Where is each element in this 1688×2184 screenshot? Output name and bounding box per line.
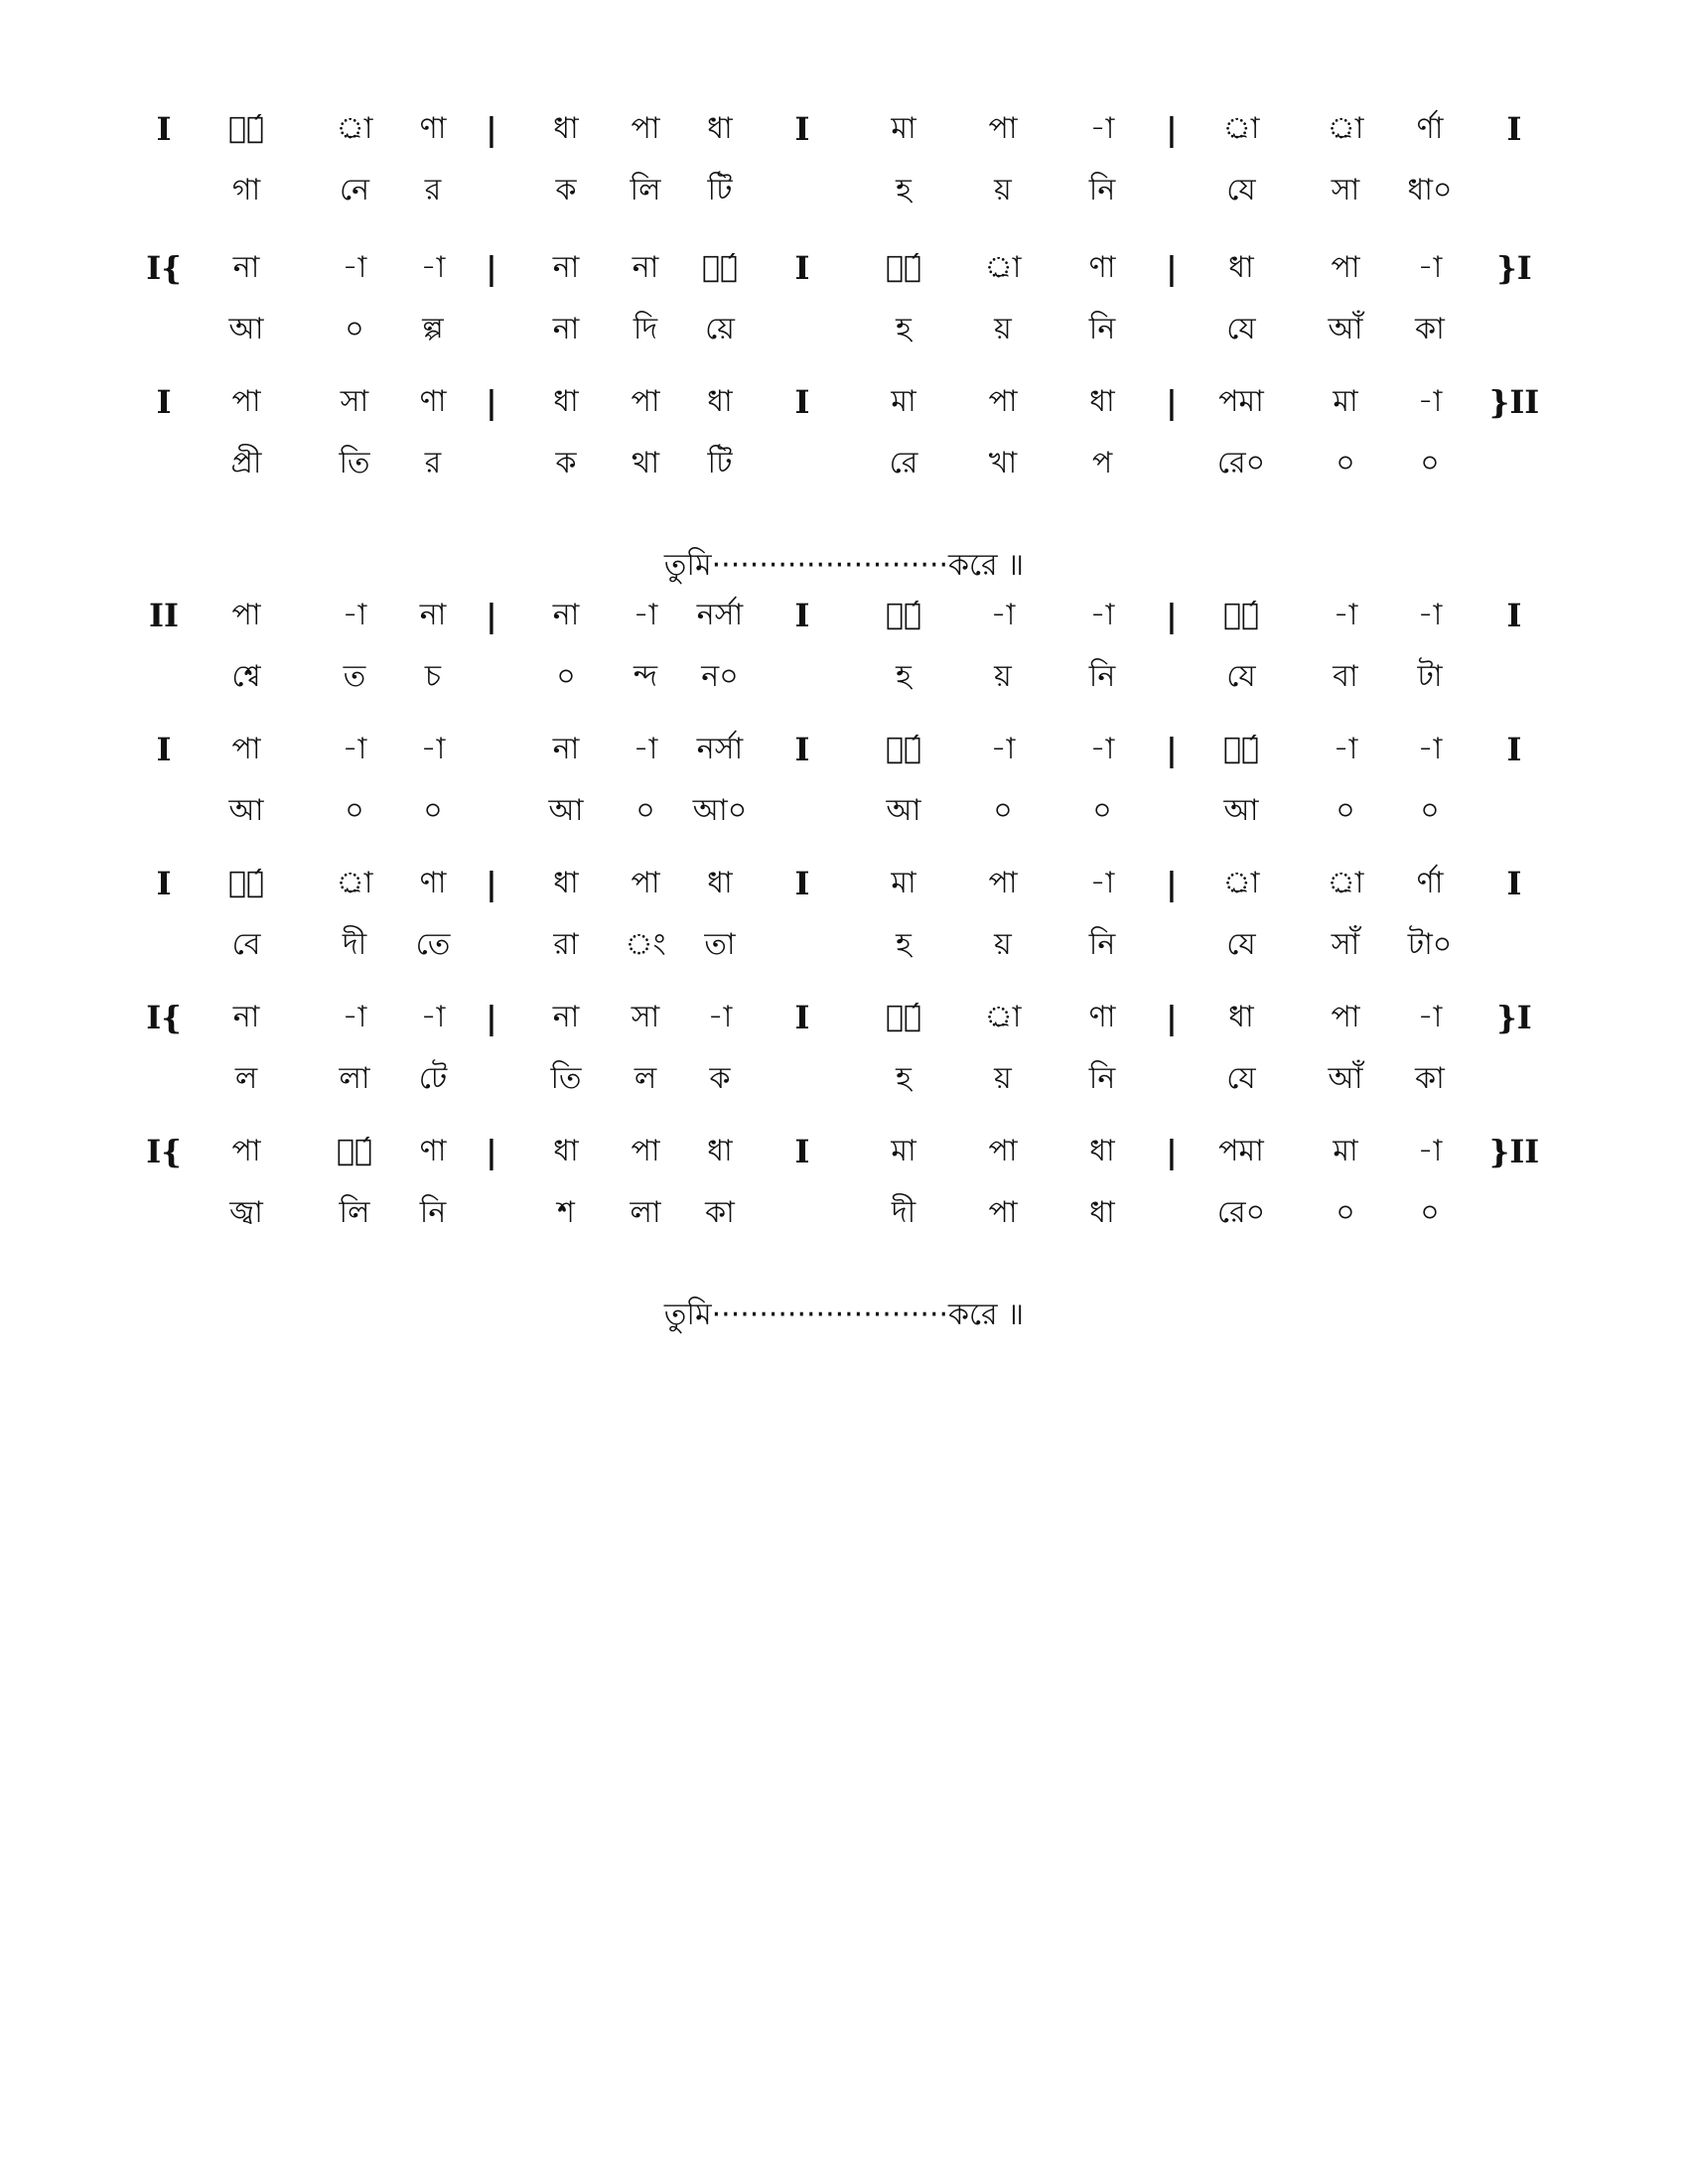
swara-note: র্ণা (1416, 866, 1444, 900)
bar-mark: }II (1488, 383, 1540, 421)
lyric-syllable: ক (709, 1061, 731, 1096)
lyric-syllable: বা (1333, 659, 1358, 694)
swara-note: ধা (553, 384, 579, 419)
bar-mark: }I (1496, 249, 1532, 287)
lyric-syllable: আ০ (692, 793, 748, 828)
lyric-syllable: ক (555, 446, 577, 480)
bar-mark: }I (1496, 999, 1532, 1036)
lyric-syllable: ল্প (422, 312, 444, 346)
swara-note: -া (420, 1000, 446, 1034)
lyric-syllable: দী (342, 927, 367, 962)
lyric-syllable: য় (994, 927, 1012, 962)
lyric-syllable: তে (415, 927, 451, 962)
lyric-syllable: য়ে (705, 312, 735, 346)
swara-note: মা (1333, 1134, 1358, 1168)
lyric-syllable: য় (994, 659, 1012, 694)
lyric-syllable: ০ (1336, 446, 1355, 480)
swara-note: -া (990, 598, 1016, 632)
lyric-syllable: প (1091, 446, 1113, 480)
lyric-syllable: ০ (993, 793, 1013, 828)
lyric-syllable: ০ (423, 793, 443, 828)
bar-mark: I (794, 731, 810, 768)
lyric-syllable: ক (555, 173, 577, 207)
lyric-syllable: দি (633, 312, 658, 346)
lyric-syllable: লা (630, 1195, 661, 1230)
swara-note: সা (340, 384, 369, 419)
lyric-syllable: টি (707, 446, 733, 480)
lyric-syllable: ০ (1336, 1195, 1355, 1230)
bar-mark: I{ (146, 1133, 182, 1170)
lyric-syllable: ধা (1089, 1195, 1115, 1230)
swara-note: -া (1417, 1134, 1443, 1168)
lyric-syllable: রা (553, 927, 579, 962)
notation-line (0, 720, 1688, 779)
bar-mark: | (1166, 1133, 1178, 1170)
swara-note: সা́ (701, 250, 739, 285)
swara-note: -া (1417, 384, 1443, 419)
bar-mark: | (1166, 110, 1178, 148)
swara-note: -া (1417, 1000, 1443, 1034)
notation-line (0, 854, 1688, 913)
notation-line (0, 586, 1688, 645)
lyric-syllable: দী (891, 1195, 916, 1230)
lyric-syllable: হ (896, 659, 912, 694)
lyric-syllable: আ (1223, 793, 1259, 828)
swara-note: -া (1089, 732, 1115, 766)
swara-note: -া (1089, 866, 1115, 900)
swara-note: পা (1331, 1000, 1360, 1034)
swara-note: -া (420, 732, 446, 766)
lyric-syllable: না (552, 312, 580, 346)
swara-note: পা (631, 384, 660, 419)
swara-note: নর্সা (696, 598, 744, 632)
swara-note: পা (988, 111, 1018, 146)
lyric-syllable: নি (419, 1195, 447, 1230)
lyric-syllable: রে০ (1216, 1195, 1266, 1230)
lyric-syllable: পা (988, 1195, 1018, 1230)
swara-note: ধা (553, 866, 579, 900)
notation-line (0, 1122, 1688, 1181)
lyric-line (0, 781, 1688, 841)
swara-note: র্া (1327, 111, 1364, 146)
lyric-syllable: সাঁ (1331, 927, 1360, 962)
lyric-line (0, 161, 1688, 220)
lyric-syllable: টি (707, 173, 733, 207)
lyric-syllable: হ (896, 173, 912, 207)
lyric-syllable: যে (1226, 659, 1256, 694)
lyric-syllable: লি (630, 173, 661, 207)
lyric-syllable: কা (705, 1195, 735, 1230)
swara-note: ণা (419, 1134, 447, 1168)
lyric-syllable: ল (633, 1061, 657, 1096)
swara-note: পা (631, 111, 660, 146)
swara-note: র্া (336, 111, 373, 146)
swara-note: র্া (1222, 111, 1260, 146)
swara-note: পা (988, 384, 1018, 419)
swara-note: পা (231, 598, 261, 632)
swara-note: -া (707, 1000, 733, 1034)
swara-note: -া (1417, 732, 1443, 766)
swara-note: পমা (1218, 1134, 1264, 1168)
swara-note: না (632, 250, 659, 285)
lyric-syllable: র (424, 173, 442, 207)
swara-note: না (419, 598, 447, 632)
bar-mark: | (1166, 597, 1178, 634)
swara-note: না (552, 1000, 580, 1034)
bar-mark: | (486, 999, 497, 1036)
swara-note: -া (342, 598, 367, 632)
lyric-syllable: শ (557, 1195, 575, 1230)
lyric-syllable: য় (994, 312, 1012, 346)
lyric-syllable: ০ (1336, 793, 1355, 828)
swara-note: পা (1331, 250, 1360, 285)
swara-note: -া (633, 732, 658, 766)
lyric-syllable: শ্বে (231, 659, 261, 694)
lyric-syllable: রে (889, 446, 918, 480)
lyric-syllable: প্রী (230, 446, 262, 480)
lyric-syllable: হ (896, 1061, 912, 1096)
swara-note: -া (420, 250, 446, 285)
notation-line (0, 238, 1688, 298)
lyric-line (0, 647, 1688, 707)
swara-note: পা (231, 1134, 261, 1168)
lyric-syllable: তা (704, 927, 736, 962)
lyric-syllable: লি (339, 1195, 370, 1230)
bar-mark: I (794, 597, 810, 634)
lyric-syllable: খা (988, 446, 1018, 480)
swara-note: -া (1089, 111, 1115, 146)
lyric-syllable: থা (631, 446, 660, 480)
lyric-syllable: তি (339, 446, 370, 480)
swara-note: মা (891, 1134, 916, 1168)
lyric-syllable: ন্দ (633, 659, 658, 694)
bar-mark: | (486, 597, 497, 634)
swara-note: পা (988, 1134, 1018, 1168)
lyric-syllable: যে (1226, 927, 1256, 962)
swara-note: ধা (553, 1134, 579, 1168)
refrain-line: তুমি·························করে ॥ (663, 1297, 1025, 1332)
lyric-syllable: কা (1415, 1061, 1445, 1096)
lyric-syllable: যে (1226, 173, 1256, 207)
bar-mark: I (794, 383, 810, 421)
swara-note: পা (231, 732, 261, 766)
lyric-syllable: টে (418, 1061, 448, 1096)
swara-note: সা́ (885, 598, 922, 632)
swara-note: না (552, 732, 580, 766)
lyric-syllable: আঁ (1328, 312, 1363, 346)
lyric-syllable: যে (1226, 312, 1256, 346)
lyric-syllable: ন০ (701, 659, 739, 694)
lyric-syllable: ০ (345, 312, 364, 346)
bar-mark: | (1166, 383, 1178, 421)
lyric-syllable: হ (896, 927, 912, 962)
notation-line (0, 988, 1688, 1047)
lyric-syllable: আ (228, 793, 264, 828)
lyric-syllable: হ (896, 312, 912, 346)
bar-mark: I (794, 999, 810, 1036)
swara-note: ধা (1228, 250, 1254, 285)
swara-note: -া (1089, 598, 1115, 632)
bar-mark: I (156, 110, 172, 148)
lyric-syllable: নে (339, 173, 370, 207)
lyric-syllable: কা (1415, 312, 1445, 346)
swara-note: পা (988, 866, 1018, 900)
bar-mark: II (149, 597, 179, 634)
lyric-syllable: আ (548, 793, 584, 828)
swara-note: ধা (1089, 384, 1115, 419)
lyric-line (0, 300, 1688, 359)
swara-note: না (232, 250, 260, 285)
lyric-line (0, 1183, 1688, 1243)
notation-line (0, 372, 1688, 432)
lyric-syllable: ধা০ (1407, 173, 1453, 207)
lyric-syllable: ০ (345, 793, 364, 828)
swara-note: ধা (707, 111, 733, 146)
lyric-syllable: ল (234, 1061, 258, 1096)
swara-note: সা́ (885, 1000, 922, 1034)
swara-note: ধা (707, 1134, 733, 1168)
swara-note: সা (631, 1000, 660, 1034)
lyric-syllable: সা (1331, 173, 1360, 207)
lyric-syllable: ০ (635, 793, 655, 828)
swara-note: সা́ (227, 111, 265, 146)
swara-note: ধা (1228, 1000, 1254, 1034)
swara-note: সা́ (885, 250, 922, 285)
swara-note: ণা (419, 111, 447, 146)
swara-note: না (552, 598, 580, 632)
lyric-syllable: রে০ (1216, 446, 1266, 480)
swara-note: পা (231, 384, 261, 419)
bar-mark: | (486, 110, 497, 148)
swara-note: নর্সা (696, 732, 744, 766)
swara-note: মা (891, 866, 916, 900)
bar-mark: I (1506, 865, 1522, 902)
lyric-syllable: র (424, 446, 442, 480)
lyric-syllable: চ (424, 659, 442, 694)
swara-note: র্ণা (1416, 111, 1444, 146)
swara-note: -া (1333, 598, 1358, 632)
bar-mark: I (156, 731, 172, 768)
swara-note: মা (891, 111, 916, 146)
bar-mark: I (156, 383, 172, 421)
bar-mark: I{ (146, 249, 182, 287)
bar-mark: | (1166, 731, 1178, 768)
swara-note: সা́ (227, 866, 265, 900)
swara-note: ধা (1089, 1134, 1115, 1168)
swara-note: -া (990, 732, 1016, 766)
swara-note: -া (342, 250, 367, 285)
swara-note: র্া (1222, 866, 1260, 900)
bar-mark: I (1506, 597, 1522, 634)
swara-note: ণা (419, 384, 447, 419)
swara-note: র্া (984, 250, 1022, 285)
swara-note: সা́ (1222, 732, 1260, 766)
bar-mark: I (156, 865, 172, 902)
lyric-syllable: নি (1088, 659, 1116, 694)
lyric-syllable: আ (886, 793, 921, 828)
swara-note: -া (1417, 598, 1443, 632)
bar-mark: I (1506, 731, 1522, 768)
lyric-syllable: ০ (1420, 1195, 1440, 1230)
swara-note: মা (1333, 384, 1358, 419)
swara-note: ধা (707, 384, 733, 419)
bar-mark: | (1166, 865, 1178, 902)
bar-mark: I{ (146, 999, 182, 1036)
swara-note: র্া (336, 866, 373, 900)
lyric-syllable: য় (994, 173, 1012, 207)
lyric-line (0, 434, 1688, 493)
bar-mark: I (794, 249, 810, 287)
bar-mark: | (486, 1133, 497, 1170)
refrain-line: তুমি·························করে ॥ (663, 548, 1025, 583)
lyric-syllable: য় (994, 1061, 1012, 1096)
lyric-syllable: ০ (556, 659, 576, 694)
lyric-syllable: গা (231, 173, 261, 207)
bar-mark: | (1166, 999, 1178, 1036)
bar-mark: | (486, 865, 497, 902)
lyric-syllable: ০ (1092, 793, 1112, 828)
swara-note: সা́ (336, 1134, 373, 1168)
swara-note: পমা (1218, 384, 1264, 419)
lyric-syllable: ং (625, 927, 666, 962)
bar-mark: | (486, 383, 497, 421)
swara-note: -া (342, 732, 367, 766)
swara-note: না (552, 250, 580, 285)
lyric-syllable: নি (1088, 1061, 1116, 1096)
swara-note: সা́ (885, 732, 922, 766)
bar-mark: I (794, 865, 810, 902)
swara-note: র্া (984, 1000, 1022, 1034)
bar-mark: I (794, 1133, 810, 1170)
swara-note: -া (633, 598, 658, 632)
bar-mark: I (1506, 110, 1522, 148)
lyric-syllable: যে (1226, 1061, 1256, 1096)
swara-note: ণা (1088, 250, 1116, 285)
lyric-syllable: বে (231, 927, 261, 962)
lyric-syllable: ত (343, 659, 366, 694)
lyric-syllable: জ্বা (229, 1195, 263, 1230)
swara-note: ধা (553, 111, 579, 146)
swara-note: মা (891, 384, 916, 419)
bar-mark: I (794, 110, 810, 148)
bar-mark: | (486, 249, 497, 287)
swara-note: -া (342, 1000, 367, 1034)
lyric-syllable: ০ (1420, 793, 1440, 828)
lyric-syllable: আঁ (1328, 1061, 1363, 1096)
swara-note: ণা (1088, 1000, 1116, 1034)
lyric-syllable: তি (550, 1061, 582, 1096)
swara-note: পা (631, 1134, 660, 1168)
notation-line (0, 99, 1688, 159)
lyric-syllable: টা০ (1407, 927, 1453, 962)
lyric-line (0, 1049, 1688, 1109)
lyric-line (0, 915, 1688, 975)
lyric-syllable: নি (1088, 927, 1116, 962)
swara-note: -া (1333, 732, 1358, 766)
swara-note: সা́ (1222, 598, 1260, 632)
lyric-syllable: টা (1417, 659, 1443, 694)
swara-note: ধা (707, 866, 733, 900)
swara-note: না (232, 1000, 260, 1034)
lyric-syllable: নি (1088, 312, 1116, 346)
swara-note: ণা (419, 866, 447, 900)
lyric-syllable: আ (228, 312, 264, 346)
swara-note: -া (1417, 250, 1443, 285)
bar-mark: | (1166, 249, 1178, 287)
lyric-syllable: নি (1088, 173, 1116, 207)
bar-mark: }II (1488, 1133, 1540, 1170)
swara-note: র্া (1327, 866, 1364, 900)
lyric-syllable: লা (339, 1061, 370, 1096)
lyric-syllable: ০ (1420, 446, 1440, 480)
swara-note: পা (631, 866, 660, 900)
